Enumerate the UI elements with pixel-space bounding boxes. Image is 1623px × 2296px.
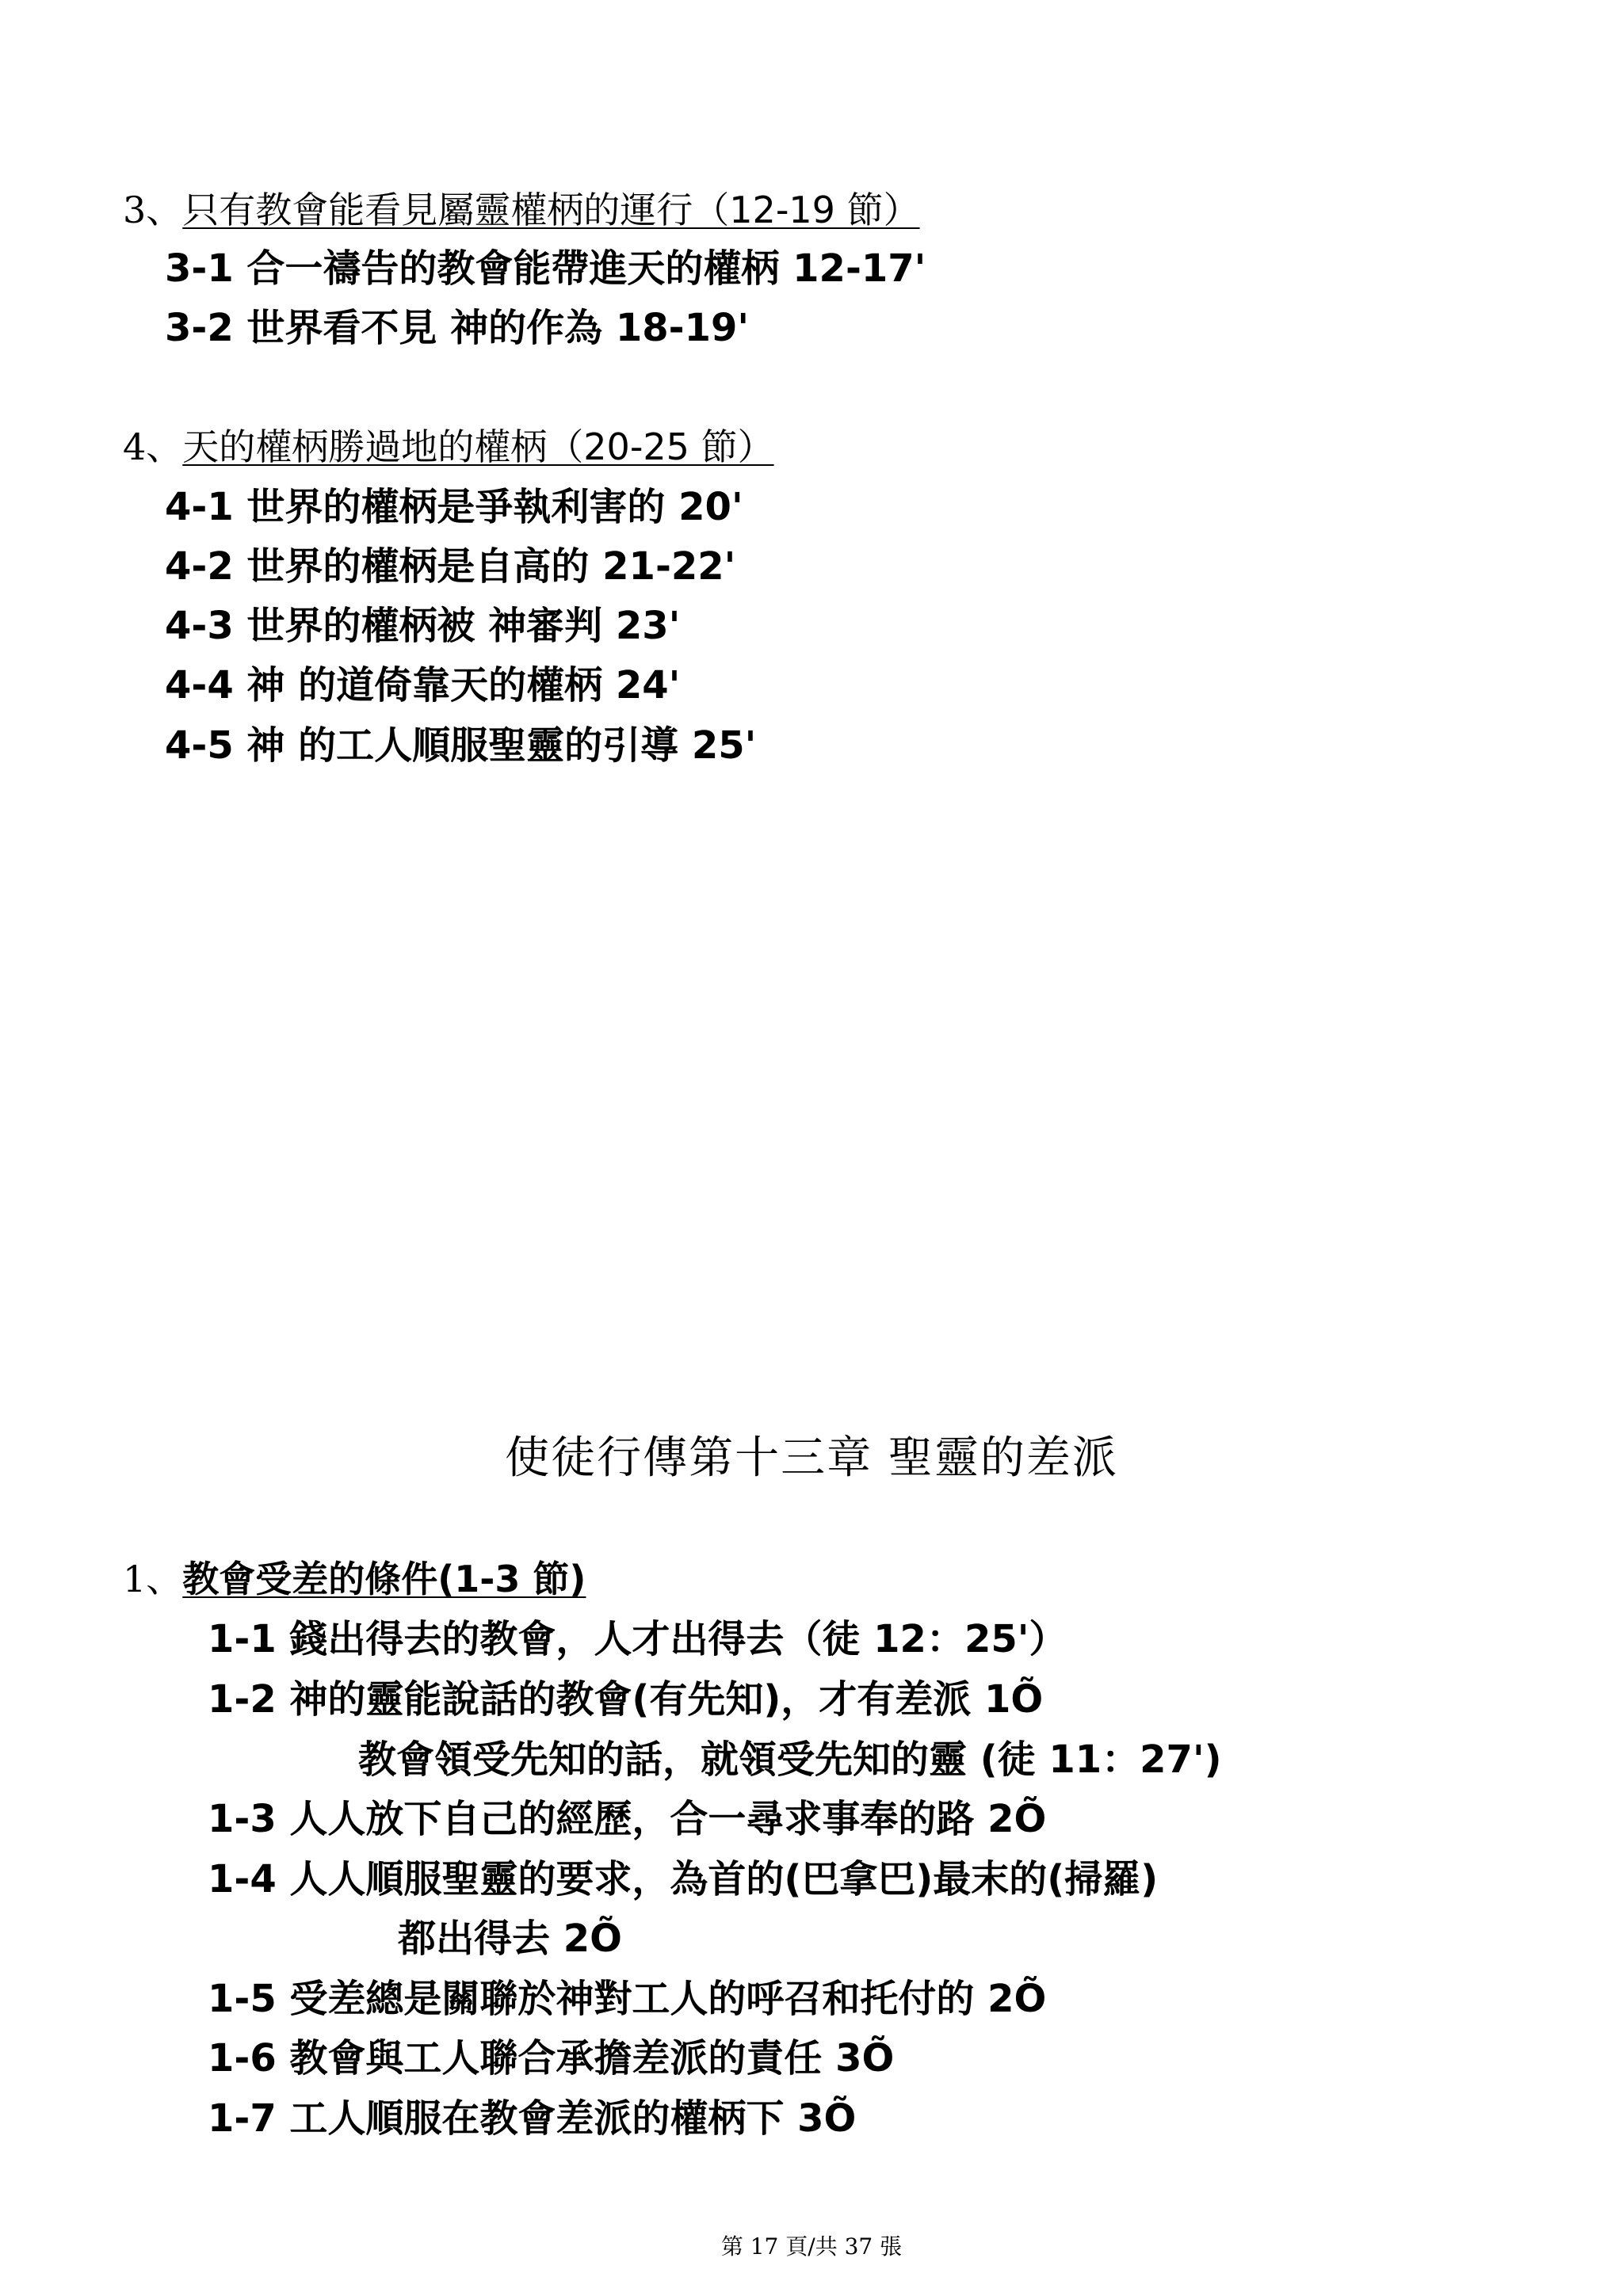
section-4-heading [123,425,774,468]
list-item: 1-4 人人順服聖靈的要求，為首的(巴拿巴)最末的(掃羅) [208,1857,1159,1901]
list-item: 1-6 教會與工人聯合承擔差派的責任 3Õ [208,2036,895,2081]
section-3-heading [123,189,920,231]
list-item-continuation: 教會領受先知的話，就領受先知的靈 (徒 11：27') [358,1737,1222,1782]
list-item: 3-1 合一禱告的教會能帶進天的權柄 12-17' [165,246,926,291]
list-item: 1-2 神的靈能說話的教會(有先知)，才有差派 1Õ [208,1677,1044,1722]
list-item: 3-2 世界看不見 神的作為 18-19' [165,306,750,350]
list-item: 4-5 神 的工人順服聖靈的引導 25' [165,723,757,768]
section-title: 教會受差的條件(1-3 節) [182,1558,586,1600]
section-number: 4、 [123,425,183,468]
list-item: 4-4 神 的道倚靠天的權柄 24' [165,663,681,707]
section-title: 天的權柄勝過地的權柄（20-25 節） [182,425,774,468]
list-item: 1-5 受差總是關聯於神對工人的呼召和托付的 2Õ [208,1977,1047,2021]
list-item: 1-1 錢出得去的教會，人才出得去（徒 12：25'） [208,1617,1067,1661]
section-number: 3、 [123,189,183,231]
list-item: 4-3 世界的權柄被 神審判 23' [165,604,681,648]
page-footer: 第 17 頁/共 37 張 [720,2233,903,2260]
section-number: 1、 [123,1558,183,1600]
chapter-section-1-heading [123,1558,586,1600]
list-item: 1-3 人人放下自己的經歷，合一尋求事奉的路 2Õ [208,1797,1047,1841]
list-item: 1-7 工人順服在教會差派的權柄下 3Õ [208,2096,857,2141]
list-item: 4-1 世界的權柄是爭執利害的 20' [165,485,743,529]
section-title: 只有教會能看見屬靈權柄的運行（12-19 節） [182,189,920,231]
list-item: 4-2 世界的權柄是自高的 21-22' [165,544,736,589]
list-item-continuation: 都出得去 2Õ [398,1917,622,1961]
chapter-title: 使徒行傳第十三章 聖靈的差派 [505,1432,1118,1484]
